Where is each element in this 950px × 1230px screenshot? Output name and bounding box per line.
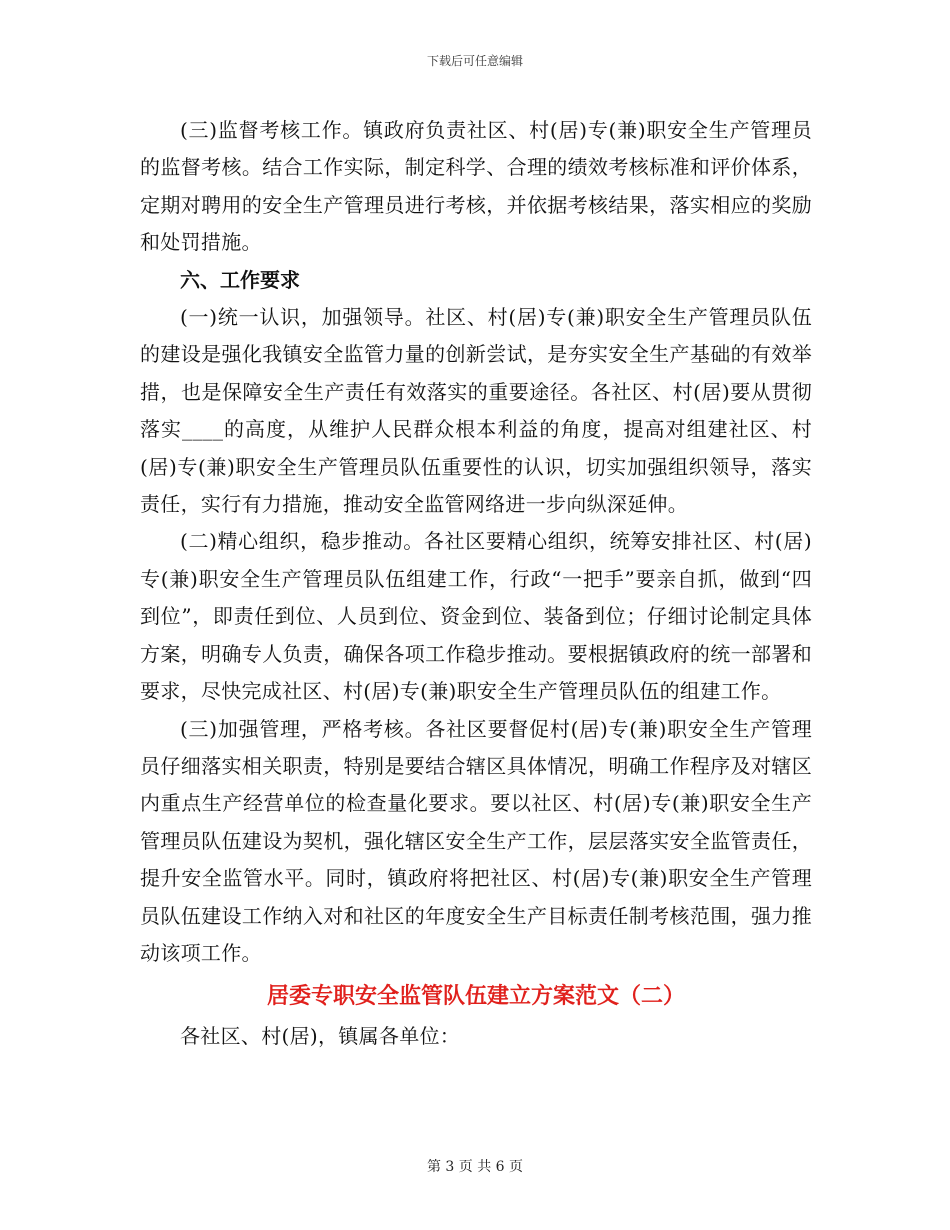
section-heading: 六、工作要求 [180, 267, 300, 292]
paragraph-organize: (二)精心组织，稳步推动。各社区要精心组织，统筹安排社区、村(居)专(兼)职安全生产管理员队伍组建工作，行政“一把手”要亲自抓，做到“四到位”，即责任到位、人员到位、资金到位、装备到位；仔细讨论制定具体方案，明确专人负责，确保各项工作稳步推动。要根据镇政府的统一部署和要求，尽快完成社区、村(居)专(兼)职安全生产管理员队伍的组建工作。 [140, 529, 812, 704]
document-body [140, 112, 812, 1056]
document-title: 居委专职安全监管队伍建立方案范文（二） [266, 983, 685, 1010]
page-header: 下载后可任意编辑 [426, 54, 523, 68]
paragraph-unify: (一)统一认识，加强领导。社区、村(居)专(兼)职安全生产管理员队伍的建设是强化我镇安全监管力量的创新尝试，是夯实安全生产基础的有效举措，也是保障安全生产责任有效落实的重要途径。各社区、村(居)要从贯彻落实____的高度，从维护人民群众根本利益的角度，提高对组建社区、村(居)专(兼)职安全生产管理员队伍重要性的认识，切实加强组织领导，落实责任，实行有力措施，推动安全监管网络进一步向纵深延伸。 [140, 305, 812, 517]
paragraph-supervision: (三)监督考核工作。镇政府负责社区、村(居)专(兼)职安全生产管理员的监督考核。结合工作实际，制定科学、合理的绩效考核标准和评价体系，定期对聘用的安全生产管理员进行考核，并依据考核结果，落实相应的奖励和处罚措施。 [140, 118, 812, 255]
paragraph-salutation: 各社区、村(居)，镇属各单位： [180, 1024, 461, 1049]
paragraph-management: (三)加强管理，严格考核。各社区要督促村(居)专(兼)职安全生产管理员仔细落实相关职责，特别是要结合辖区具体情况，明确工作程序及对辖区内重点生产经营单位的检查量化要求。要以社区、村(居)专(兼)职安全生产管理员队伍建设为契机，强化辖区安全生产工作，层层落实安全监管责任，提升安全监管水平。同时，镇政府将把社区、村(居)专(兼)职安全生产管理员队伍建设工作纳入对和社区的年度安全生产目标责任制考核范围，强力推动该项工作。 [140, 716, 812, 965]
page-number: 第 3 页 共 6 页 [426, 1159, 524, 1175]
